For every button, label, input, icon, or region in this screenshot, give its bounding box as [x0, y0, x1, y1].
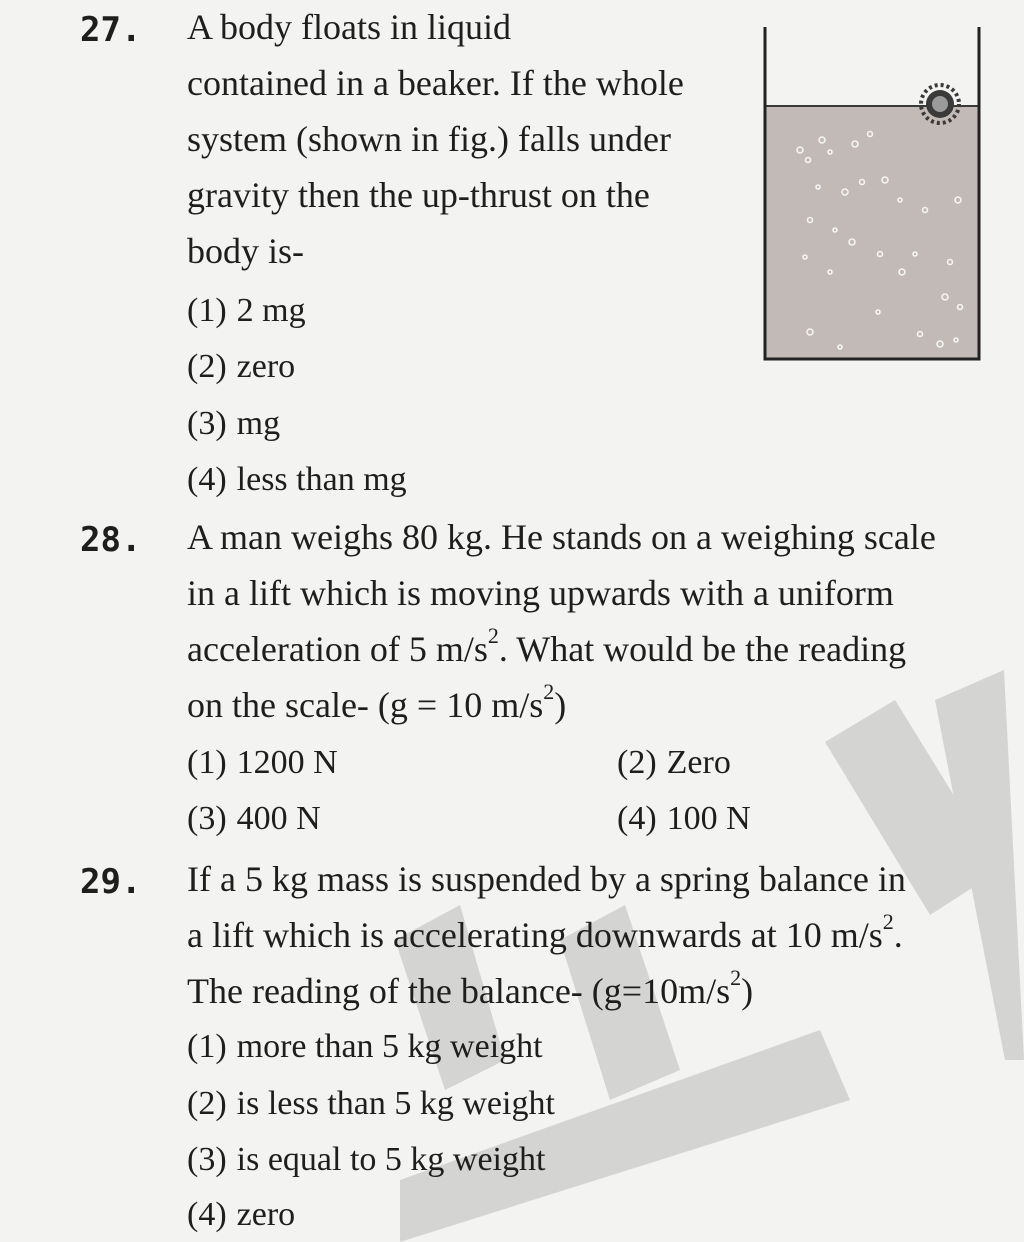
option-text: 2 mg — [236, 292, 306, 329]
question-28-text-line — [187, 679, 567, 726]
question-28-number: 28. — [80, 520, 142, 560]
option-text: is less than 5 kg weight — [236, 1085, 555, 1122]
superscript: 2 — [730, 965, 742, 990]
question-27-text-line: system (shown in fig.) falls under — [187, 119, 671, 159]
question-27-option-4[interactable] — [187, 461, 407, 499]
question-27-text-line: contained in a beaker. If the whole — [187, 63, 684, 103]
option-number: (1) — [187, 1028, 227, 1065]
text-run: a lift which is accelerating downwards at 10 m/s — [187, 915, 883, 955]
question-28-option-2[interactable] — [617, 744, 731, 782]
question-27-text-line: body is- — [187, 231, 304, 271]
superscript: 2 — [487, 623, 499, 648]
option-text: is equal to 5 kg weight — [236, 1141, 546, 1178]
option-number: (1) — [187, 292, 227, 329]
option-number: (4) — [187, 1196, 227, 1233]
question-28-text-line — [187, 623, 907, 670]
text-run: . — [893, 915, 903, 955]
question-27-option-3[interactable] — [187, 405, 280, 443]
option-number: (2) — [187, 348, 227, 385]
option-number: (3) — [187, 405, 227, 442]
option-text: zero — [236, 1196, 296, 1233]
option-number: (1) — [187, 744, 227, 781]
option-text: zero — [236, 348, 296, 385]
floating-body — [921, 85, 959, 123]
text-run: ) — [554, 685, 567, 725]
text-run: The reading of the balance- (g=10m/s — [187, 971, 731, 1011]
option-number: (2) — [617, 744, 657, 781]
question-27-option-2[interactable] — [187, 348, 295, 386]
question-27-text-line: gravity then the up-thrust on the — [187, 175, 650, 215]
text-run: on the scale- (g = 10 m/s — [187, 685, 544, 725]
option-number: (3) — [187, 800, 227, 837]
text-run: ) — [741, 971, 754, 1011]
question-29-text-line: If a 5 kg mass is suspended by a spring balance in — [187, 859, 906, 899]
question-28-text-line: in a lift which is moving upwards with a uniform — [187, 573, 894, 613]
option-number: (4) — [617, 800, 657, 837]
liquid — [765, 106, 979, 359]
question-27-text-line: A body floats in liquid — [187, 7, 511, 47]
question-28-text-line: A man weighs 80 kg. He stands on a weighing scale — [187, 517, 936, 557]
option-text: 400 N — [236, 800, 321, 837]
superscript: 2 — [543, 679, 555, 704]
text-run: acceleration of 5 m/s — [187, 629, 488, 669]
option-text: 1200 N — [236, 744, 338, 781]
option-number: (4) — [187, 461, 227, 498]
option-number: (2) — [187, 1085, 227, 1122]
question-29-text-line — [187, 965, 754, 1012]
question-28-option-1[interactable] — [187, 744, 338, 782]
option-text: Zero — [666, 744, 731, 781]
superscript: 2 — [882, 909, 894, 934]
question-29-option-3[interactable] — [187, 1141, 545, 1179]
question-29-text-line — [187, 909, 903, 956]
question-29-option-2[interactable] — [187, 1085, 555, 1123]
option-text: less than mg — [236, 461, 407, 498]
option-text: mg — [236, 405, 281, 442]
question-27-number: 27. — [80, 10, 142, 50]
question-29-number: 29. — [80, 862, 142, 902]
question-29-option-4[interactable] — [187, 1196, 295, 1234]
question-29-option-1[interactable] — [187, 1028, 543, 1066]
question-28-option-4[interactable] — [617, 800, 751, 838]
text-run: . What would be the reading — [498, 629, 907, 669]
option-number: (3) — [187, 1141, 227, 1178]
question-28-option-3[interactable] — [187, 800, 321, 838]
beaker-figure — [760, 22, 990, 367]
question-27-option-1[interactable] — [187, 292, 306, 330]
option-text: more than 5 kg weight — [236, 1028, 543, 1065]
option-text: 100 N — [666, 800, 751, 837]
